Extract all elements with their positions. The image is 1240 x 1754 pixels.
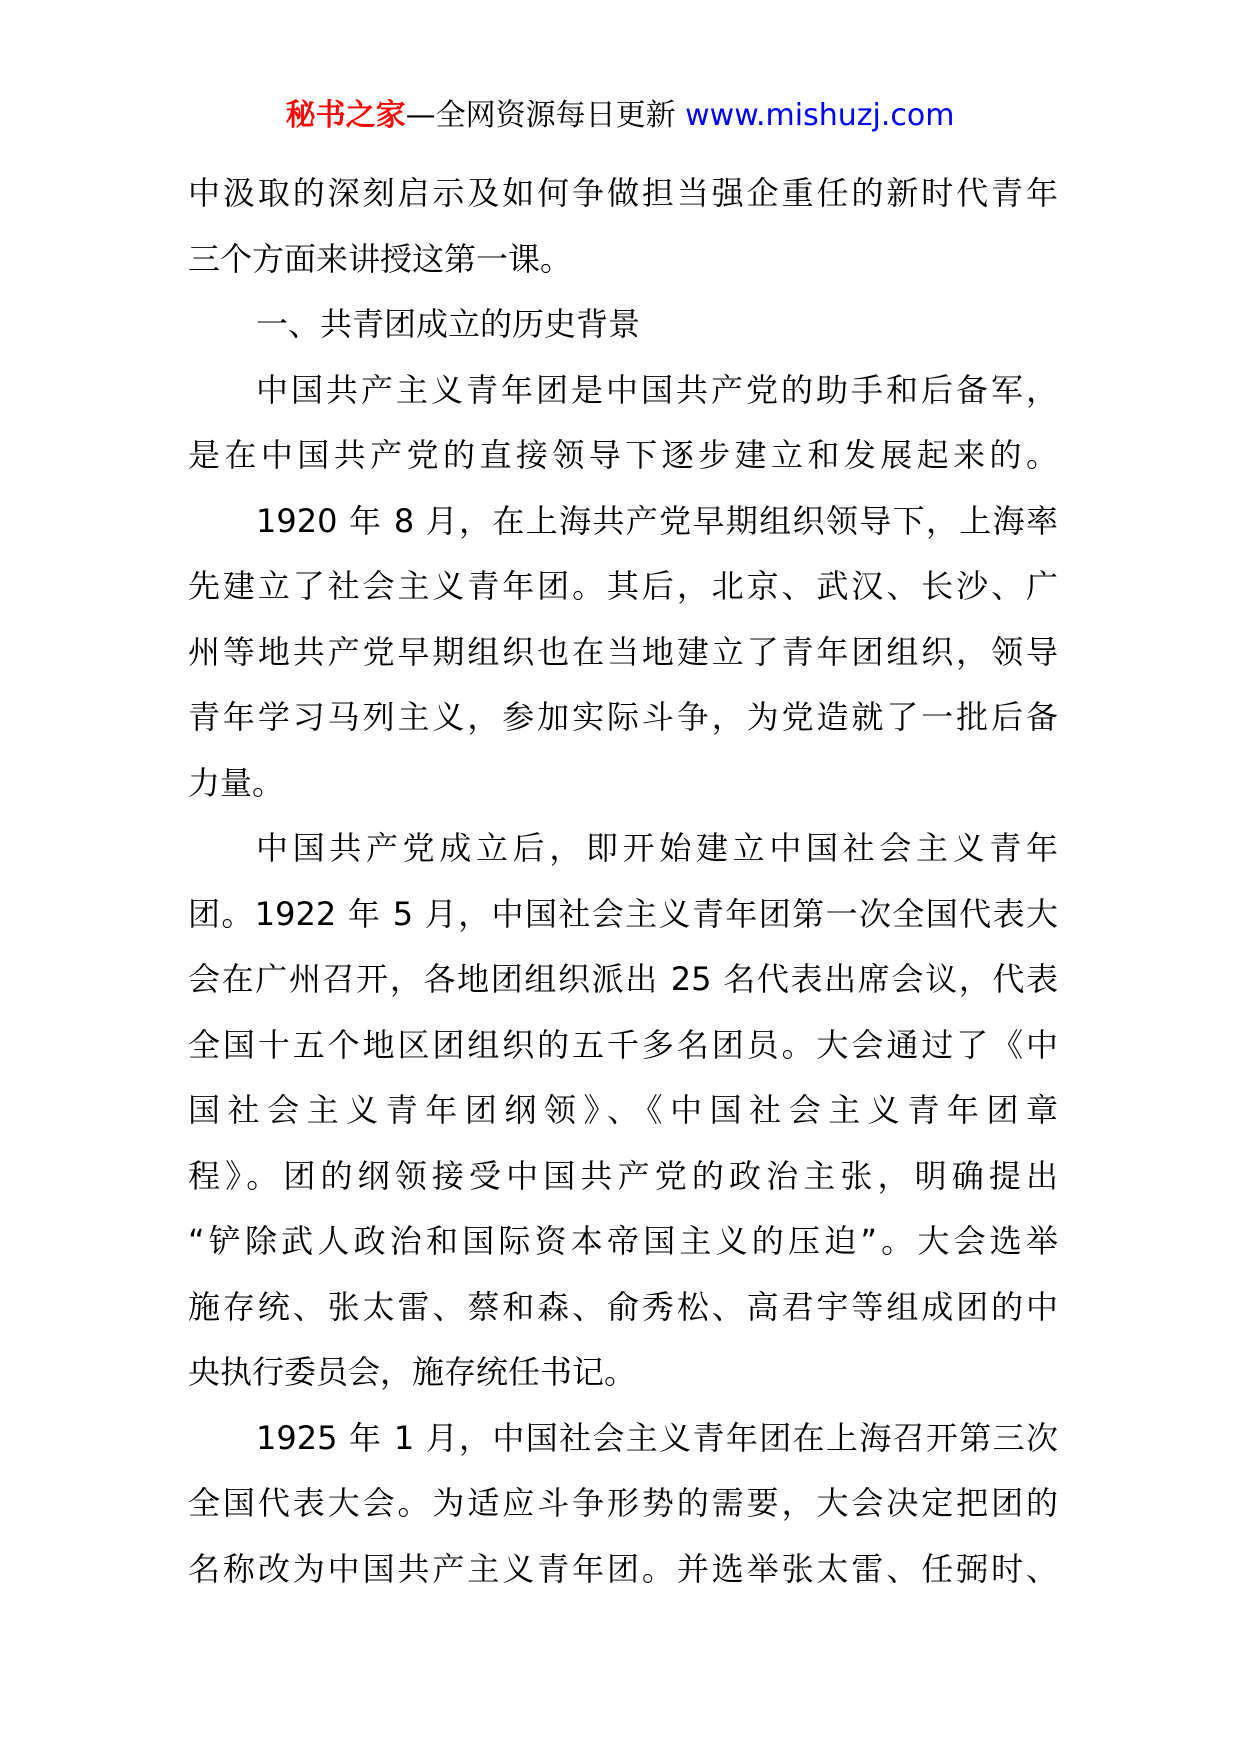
text-line: 中国共产主义青年团是中国共产党的助手和后备军， [256, 370, 1058, 409]
text-line: 力量。 [188, 763, 285, 802]
text-line: 会在广州召开，各地团组织派出 25 名代表出席会议，代表 [188, 960, 1058, 998]
text-line: 全国十五个地区团组织的五千多名团员。大会通过了《中 [188, 1025, 1058, 1064]
text-line: 施存统、张太雷、蔡和森、俞秀松、高君宇等组成团的中 [188, 1287, 1058, 1326]
text-line: 全国代表大会。为适应斗争形势的需要，大会决定把团的 [188, 1484, 1058, 1522]
text-line: 央执行委员会，施存统任书记。 [188, 1353, 637, 1391]
text-line: 三个方面来讲授这第一课。 [188, 239, 573, 278]
text-line: 是在中国共产党的直接领导下逐步建立和发展起来的。 [188, 436, 1058, 474]
text-line: 团。1922 年 5 月，中国社会主义青年团第一次全国代表大 [188, 894, 1058, 933]
text-line: 中国共产党成立后，即开始建立中国社会主义青年 [256, 829, 1058, 867]
text-line: 1925 年 1 月，中国社会主义青年团在上海召开第三次 [256, 1418, 1058, 1457]
text-line: 先建立了社会主义青年团。其后，北京、武汉、长沙、广 [188, 567, 1058, 605]
text-line: 州等地共产党早期组织也在当地建立了青年团组织，领导 [188, 632, 1058, 671]
text-line: “铲除武人政治和国际资本帝国主义的压迫”。大会选举 [188, 1222, 1058, 1260]
text-line: 程》。团的纲领接受中国共产党的政治主张，明确提出 [188, 1156, 1058, 1195]
site-header [0, 96, 1240, 136]
document-body [188, 161, 1058, 1602]
text-line: 名称改为中国共产主义青年团。并选举张太雷、任弼时、 [188, 1549, 1058, 1588]
site-url-link[interactable]: www.mishuzj.com [685, 98, 955, 133]
site-slogan: —全网资源每日更新 [405, 98, 686, 133]
section-heading: 一、共青团成立的历史背景 [256, 305, 641, 343]
text-line: 中汲取的深刻启示及如何争做担当强企重任的新时代青年 [188, 174, 1058, 212]
text-line: 国社会主义青年团纲领》、《中国社会主义青年团章 [188, 1091, 1058, 1129]
text-line: 青年学习马列主义，参加实际斗争，为党造就了一批后备 [188, 698, 1058, 736]
text-line: 1920 年 8 月，在上海共产党早期组织领导下，上海率 [256, 501, 1058, 540]
site-brand: 秘书之家 [285, 98, 406, 133]
